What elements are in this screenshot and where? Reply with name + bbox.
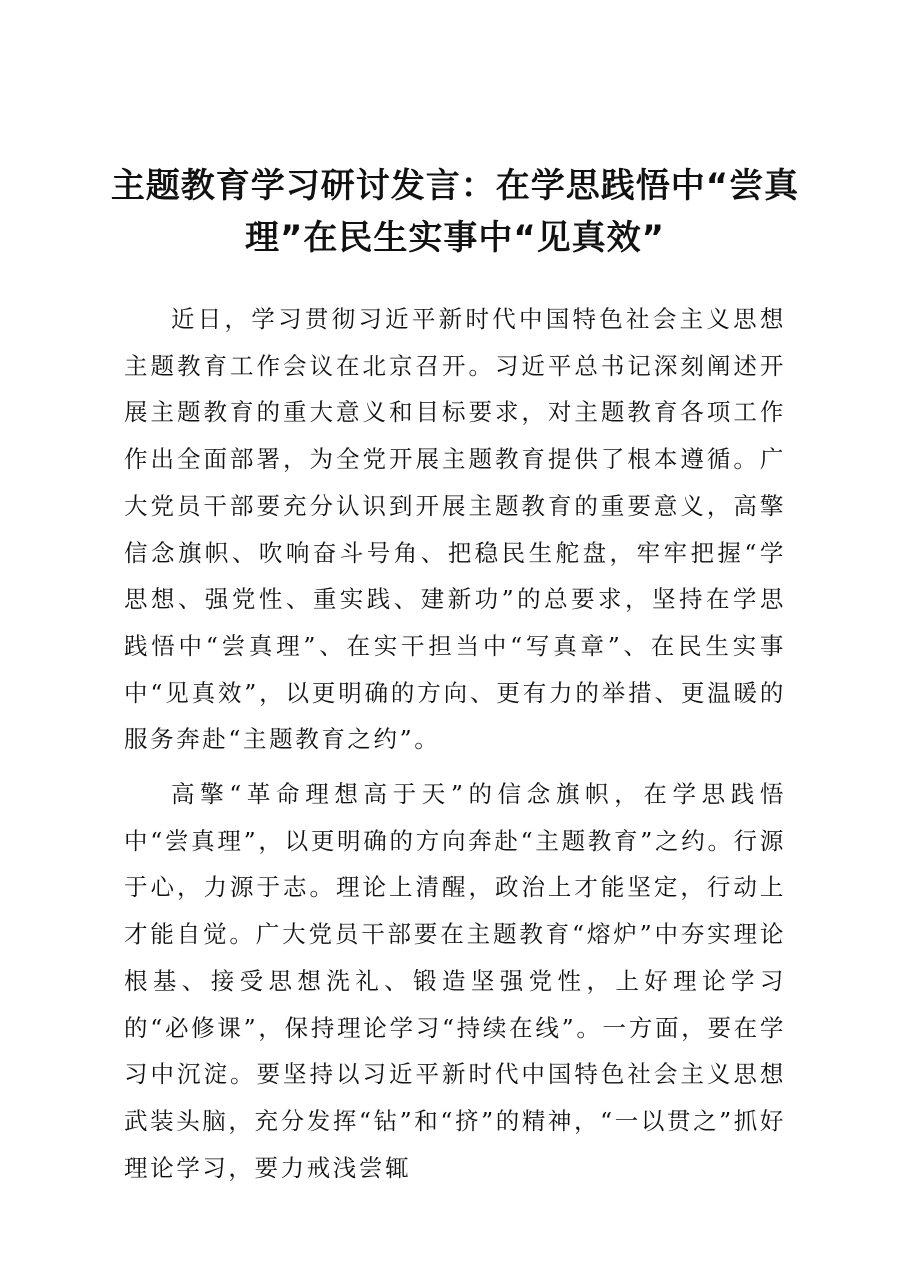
document-body [124, 296, 786, 1191]
document-title [110, 160, 800, 264]
paragraph-2: 高擎“革命理想高于天”的信念旗帜，在学思践悟中“尝真理”，以更明确的方向奔赴“主题教育”之约。行源于心，力源于志。理论上清醒，政治上才能坚定，行动上才能自觉。广大党员干部要在主题教育“熔炉”中夯实理论根基、接受思想洗礼、锻造坚强党性，上好理论学习的“必修课”，保持理论学习“持续在线”。一方面，要在学习中沉淀。要坚持以习近平新时代中国特色社会主义思想武装头脑，充分发挥“钻”和“挤”的精神，“一以贯之”抓好理论学习，要力戒浅尝辄 [124, 780, 786, 1182]
title-line-1: 主题教育学习研讨发言：在学思践悟中“尝真 [110, 166, 800, 206]
paragraph-1: 近日，学习贯彻习近平新时代中国特色社会主义思想主题教育工作会议在北京召开。习近平总书记深刻阐述开展主题教育的重大意义和目标要求，对主题教育各项工作作出全面部署，为全党开展主题教育提供了根本遵循。广大党员干部要充分认识到开展主题教育的重要意义，高擎信念旗帜、吹响奋斗号角、把稳民生舵盘，牢牢把握“学思想、强党性、重实践、建新功”的总要求，坚持在学思践悟中“尝真理”、在实干担当中“写真章”、在民生实事中“见真效”，以更明确的方向、更有力的举措、更温暖的服务奔赴“主题教育之约”。 [124, 305, 786, 754]
title-line-2: 理”在民生实事中“见真效” [244, 218, 666, 258]
